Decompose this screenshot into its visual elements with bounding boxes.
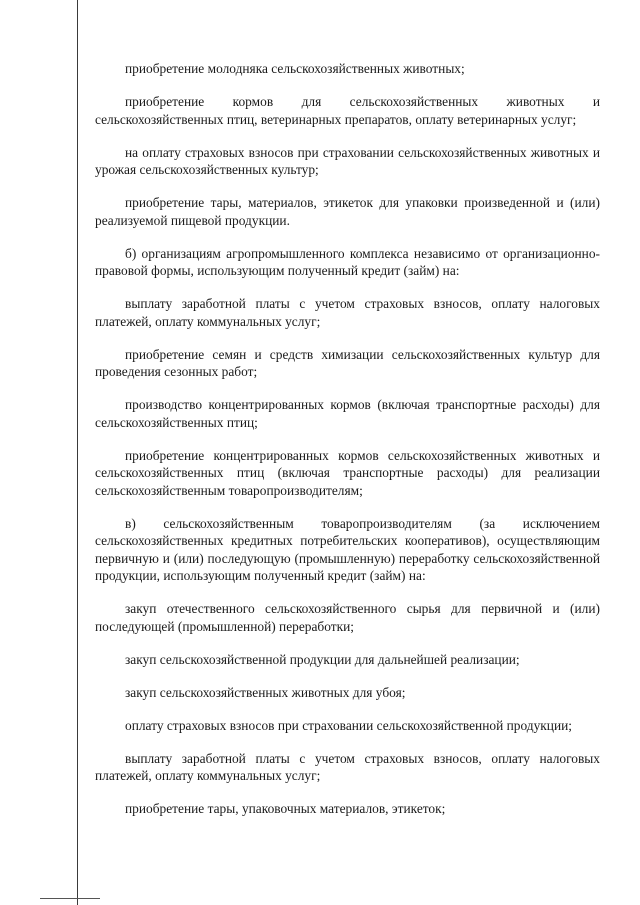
paragraph-5: б) организациям агропромышленного комплекса независимо от организационно-правовой формы, использующим полученный кредит (займ) на: [95, 245, 600, 278]
left-margin-line [77, 0, 78, 905]
paragraph-2: приобретение кормов для сельскохозяйственных животных и сельскохозяйственных птиц, ветеринарных препаратов, оплату ветеринарных услуг; [95, 94, 600, 127]
paragraph-10: в) сельскохозяйственным товаропроизводителям (за исключением сельскохозяйственных кредитных потребительских кооперативов), осуществляющим первичную и (или) последующую (промышленную) переработку сельскохозяйственной продукции, использующим полученный кредит (займ) на: [95, 515, 600, 583]
paragraph-16: приобретение тары, упаковочных материалов, этикеток; [125, 801, 446, 816]
paragraph-12: закуп сельскохозяйственной продукции для дальнейшей реализации; [125, 651, 520, 667]
bottom-margin-tick [40, 898, 100, 899]
paragraph-4: приобретение тары, материалов, этикеток для упаковки произведенной и (или) реализуемой пищевой продукции. [95, 195, 600, 228]
paragraph-11: закуп отечественного сельскохозяйственного сырья для первичной и (или) последующей (промышленной) переработки; [95, 601, 600, 634]
document-page [95, 60, 600, 818]
paragraph-7: приобретение семян и средств химизации сельскохозяйственных культур для проведения сезонных работ; [95, 346, 600, 379]
paragraph-3: на оплату страховых взносов при страховании сельскохозяйственных животных и урожая сельскохозяйственных культур; [95, 144, 600, 177]
paragraph-6: выплату заработной платы с учетом страховых взносов, оплату налоговых платежей, оплату коммунальных услуг; [95, 296, 600, 329]
paragraph-1: приобретение молодняка сельскохозяйственных животных; [125, 61, 465, 76]
paragraph-15: выплату заработной платы с учетом страховых взносов, оплату налоговых платежей, оплату коммунальных услуг; [95, 750, 600, 783]
paragraph-8: производство концентрированных кормов (включая транспортные расходы) для сельскохозяйственных птиц; [95, 397, 600, 430]
paragraph-14: оплату страховых взносов при страховании сельскохозяйственной продукции; [125, 717, 572, 733]
paragraph-9: приобретение концентрированных кормов сельскохозяйственных животных и сельскохозяйственных птиц (включая транспортные расходы) для реализации сельскохозяйственным товаропроизводителям; [95, 447, 600, 498]
paragraph-13: закуп сельскохозяйственных животных для убоя; [125, 684, 406, 700]
